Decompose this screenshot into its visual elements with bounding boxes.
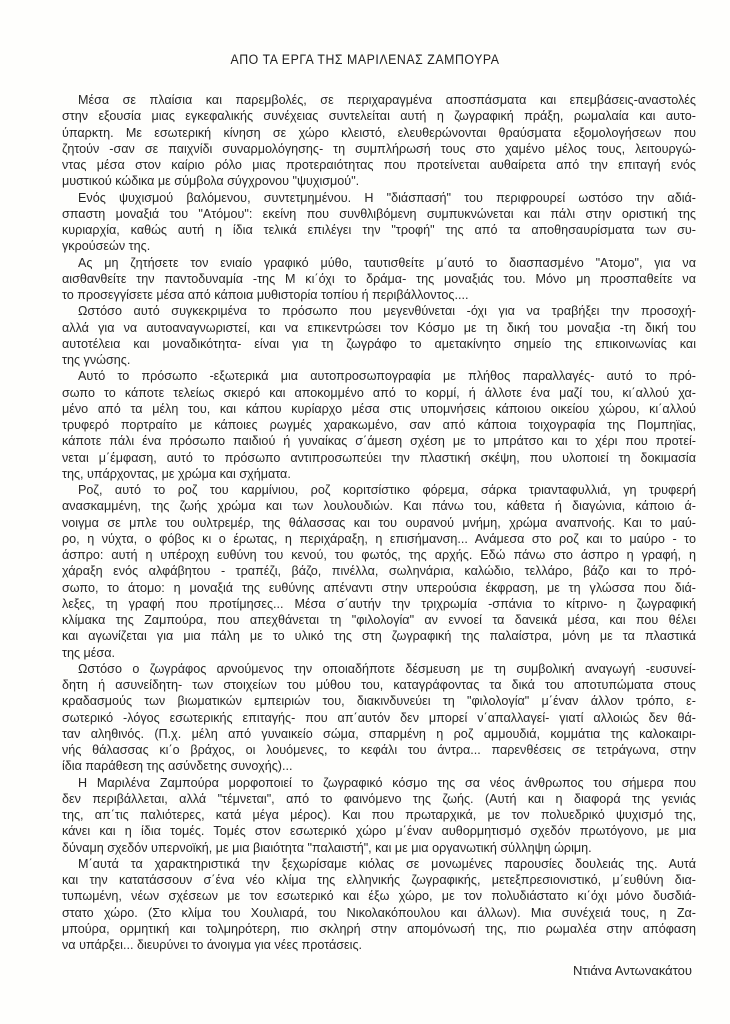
text-line: νεται μ΄έμφαση, αυτό το πρόσωπο αντιπροσωπεύει την πλαστική σκέψη, που υλοποιεί τη δοκιμασία (62, 450, 696, 465)
text-line: Ας μη ζητήσετε τον ενιαίο γραφικό μύθο, ταυτισθείτε μ΄αυτό το διασπασμένο "Ατομο", για να (78, 255, 696, 270)
text-line: της μέσα. (62, 645, 115, 660)
paragraph (62, 775, 696, 856)
text-line: Μέσα σε πλαίσια και παρεμβολές, σε περιχαραγμένα αποσπάσματα και επεμβάσεις-αναστολές (78, 93, 696, 107)
text-line: σωπο, το άτομο: η μοναξιά της ευθύνης απέναντι στην υπερούσια έκφραση, με τη γλώσσα που διά- (62, 580, 696, 595)
author-signature: Ντιάνα Αντωνακάτου (572, 963, 692, 978)
paragraph (62, 255, 696, 304)
text-line: στην εξουσία μιας εγκεφαλικής συνέχειας συντελείται αυτή η ζωγραφική πράξη, ρωμαλαία και αυτο- (62, 109, 696, 124)
text-line: Η Μαριλένα Ζαμπούρα μορφοποιεί το ζωγραφικό κόσμο της σα νέος άνθρωπος του σήμερα που (78, 775, 696, 790)
text-line: ύπαρκτη. Με εσωτερική κίνηση σε χώρο κλειστό, ελευθερώνονται θραύσματα εξομολογήσεων που (62, 125, 696, 140)
text-line: το προσεγγίσετε μέσα από κάποια μυθιστορία τοπίου ή περιβάλλοντος.... (62, 288, 469, 302)
text-line: της, απ΄τις παλιότερες, κατά μέγα μέρος). Και που πρωταρχικά, με τον πολυεδρικό ψυχισμό της, (62, 808, 696, 822)
text-line: ίδια παράθεση της ασύνδετης συνοχής)... (62, 759, 293, 774)
paragraph (62, 661, 696, 775)
text-line: μυστικού κώδικα με σύμβολα σύγχρονου "ψυχισμού". (62, 174, 360, 189)
text-line: κλίμακα της Ζαμπούρα, που απεχθάνεται τη "φιλολογία" αν εννοεί τα δανεικά μέσα, και που θέλει (62, 613, 696, 627)
text-line: τρυφερό πορτραίτο με κάποιες ρωγμές χαρακωμένο, σαν από κάποια τοιχογραφία της Πομπηϊας, (62, 418, 696, 432)
text-line: στατο χώρο. (Στο κλίμα του Χουλιαρά, του Νικολακόπουλου και άλλων). Μια συνέχειά τους, η Ζα- (62, 905, 696, 920)
text-line: λεξες, τη γραφή που προτίμησες... Μέσα σ΄αυτήν την τριχρωμία -σπάνια το κίτρινο- η ζωγραφική (62, 596, 696, 611)
text-line: ταν αληθινός. (Π.χ. μέλη από γυναικείο σώμα, σπαρμένη η ροζ αμμουδιά, κομμάτια της καλοκαιρι- (62, 726, 696, 741)
text-line: δητη ή ασυνείδητη- των στοιχείων του μύθου του, καταγράφοντας τα δικά του αποτυπώματα στους (62, 678, 696, 692)
text-line: γκρούσεών της. (62, 239, 151, 254)
text-line: αλλά για να αυτοαναγνωριστεί, και να επικεντρώσει τον Κόσμο με τη δική του μοναξια -τη δική του (62, 320, 696, 335)
document-title: ΑΠΟ ΤΑ ΕΡΓΑ ΤΗΣ ΜΑΡΙΛΕΝΑΣ ΖΑΜΠΟΥΡΑ (230, 52, 500, 67)
paragraph (62, 303, 696, 368)
text-line: χάραξη ενός αλφάβητου - τραπέζι, βάζο, πινέλλα, σωληνάρια, καλώδιο, τελλάρο, βάζο και το πρό- (62, 564, 696, 579)
text-line: σπαστη μοναξιά του "Ατόμου": εκείνη που συνθλιβόμενη συμπυκνώνεται και πάλι στην οριστική της (62, 206, 696, 221)
text-line: ντας μέσα στον καίριο ρόλο μιας προτεραιότητας που προτείνεται αυθαίρετα από την επιταγή ενός (62, 158, 696, 172)
text-line: κάνει και η ίδια τομές. Τομές στον εσωτερικό χώρο μ΄έναν αυθορμητισμό σχεδόν πρωτόγονο, με μια (62, 824, 696, 839)
text-line: αυτοτέλεια και μοναδικότητα- είναι για τη ζωγράφο το αμετακίνητο σημείο της επικοινωνίας και (62, 336, 696, 351)
text-line: κραδασμούς των βιωματικών εμπειριών του, διακινδυνεύει τη "φιλολογία" μ΄έναν άλλον τρόπο, ε- (62, 694, 696, 709)
text-line: Ενός ψυχισμού βαλόμενου, συντετμημένου. Η "διάσπασή" του περιφρουρεί ωστόσο την αδιά- (78, 190, 696, 205)
text-line: και την κατατάσσουν σ΄ένα νέο κλίμα της ελληνικής ζωγραφικής, μετεξπρεσιονιστικό, μ΄ευθύνη δια- (62, 873, 696, 887)
text-line: Ροζ, αυτό το ροζ του καρμίνιου, ροζ κοριτσίστικο φόρεμα, σάρκα τριανταφυλλιά, γη τρυφερή (78, 483, 696, 497)
text-line: δύναμη σχεδόν υπερνοϊκή, με μια βιαιότητα "παλαιστή", και με μια οργανωτική σύλληψη ώριμη. (62, 840, 592, 855)
text-line: Ωστόσο αυτό συγκεκριμένα το πρόσωπο που μεγενθύνεται -όχι για να τραβήξει την προσοχή- (78, 304, 696, 319)
text-line: της, υπάρχοντας, με χρώμα και σχήματα. (62, 466, 291, 481)
text-line: ανασκαμμένη, της ζωής χρώμα και των λουλουδιών. Και πάνω του, κάθετα ή διαγώνια, κάποιο ά- (62, 499, 696, 514)
text-line: να υπάρξει... διευρύνει το άνοιγμα για νέες προτάσεις. (62, 938, 363, 952)
paragraph (62, 368, 696, 482)
text-line: ζητούν -σαν σε παιχνίδι συναρμολόγησης- τη συμπλήρωσή τους στο χαμένο μέλος τους, λειτουργώ- (62, 141, 696, 156)
text-line: νοιγμα σε μπλε του ουλτρεμέρ, της θάλασσας και του ουρανού μνήμη, χρώμα αναπνοής. Και το μαύ- (62, 515, 696, 530)
text-line: δεν περιβάλλεται, αλλά "τέμνεται", από το φαινόμενο της ζωής. (Αυτή και η διαφορά της γενιάς (62, 791, 696, 806)
text-line: κάποτε πάλι ένα πρόσωπο παιδιού ή γυναίκας σ΄άμεση σχέση με το μπράτσο και το χέρι που προτεί- (62, 434, 696, 449)
paragraph (62, 856, 696, 954)
text-line: Αυτό το πρόσωπο -εξωτερικά μια αυτοπροσωπογραφία με πλήθος παραλλαγές- αυτό το πρό- (78, 369, 696, 384)
text-line: κυριαρχία, καθώς αυτή η ίδια τελικά επιλέγει την "τροφή" της από τα αποθησαυρίσματα των συ- (62, 223, 696, 237)
text-line: άσπρο: αυτή η υπέροχη ευθύνη του κενού, του φωτός, της αρχής. Εδώ πάνω στο άσπρο η γραφή, η (62, 548, 696, 562)
paragraph (62, 482, 696, 661)
text-line: αισθανθείτε την παντοδυναμία -της Μ κι΄όχι το δράμα- της μοναξιάς του. Μόνο μη προσπαθείτε να (62, 271, 696, 286)
text-line: Μ΄αυτά τα χαρακτηριστικά την ξεχωρίσαμε κιόλας σε μονωμένες παρουσίες δουλειάς της. Αυτά (78, 856, 696, 871)
text-line: σωπο το κάποτε τελείως σκιερό και αποκομμένο από το κορμί, ή άλλοτε ένα μαζί του, κι΄αλλού χα- (62, 385, 696, 400)
text-line: και αγωνίζεται για μια πάλη με το υλικό της στη ζωγραφική της παλαίστρα, μόνη με τα πλαστικά (62, 629, 696, 644)
text-line: σωτερικό -λόγος εσωτερικής επιταγής- που απ΄αυτόν δεν μπορεί ν΄απαλλαγεί- γιατί αλλοιώς δεν θά- (62, 710, 696, 725)
text-line: μένο από τα μέλη του, και κάπου κυρίαρχο μέσα στις υπομνήσεις κάποιου οικείου χώρου, κι΄αλλού (62, 401, 696, 416)
paragraph (62, 190, 696, 255)
text-line: μπούρα, ορμητική και τολμηρότερη, πιο σκληρή στην απομόνωσή της, πιο ρωμαλέα στην απόφαση (62, 921, 696, 936)
text-line: ρο, η νύχτα, ο φόβος κι ο έρωτας, η περιχάραξη, η επισήμανση... Ανάμεσα στο ροζ και το μαύρο - το (62, 531, 696, 546)
text-line: νής θάλασσας κι΄ο βράχος, οι λουόμενες, το κεφάλι του άντρα... παρενθέσεις σε τετράγωνα, στην (62, 743, 696, 757)
paragraph (62, 92, 696, 190)
text-line: Ωστόσο ο ζωγράφος αρνούμενος την οποιαδήποτε δέσμευση με τη συμβολική αναγωγή -ευσυνεί- (78, 661, 696, 676)
text-line: τυπωμένη, νέων σχέσεων με τον εσωτερικό και έξω χώρο, με τον πολυδιάστατο κι΄όχι μόνο δυσδιά- (62, 889, 696, 904)
text-line: της γνώσης. (62, 353, 131, 367)
document-body (62, 92, 696, 953)
